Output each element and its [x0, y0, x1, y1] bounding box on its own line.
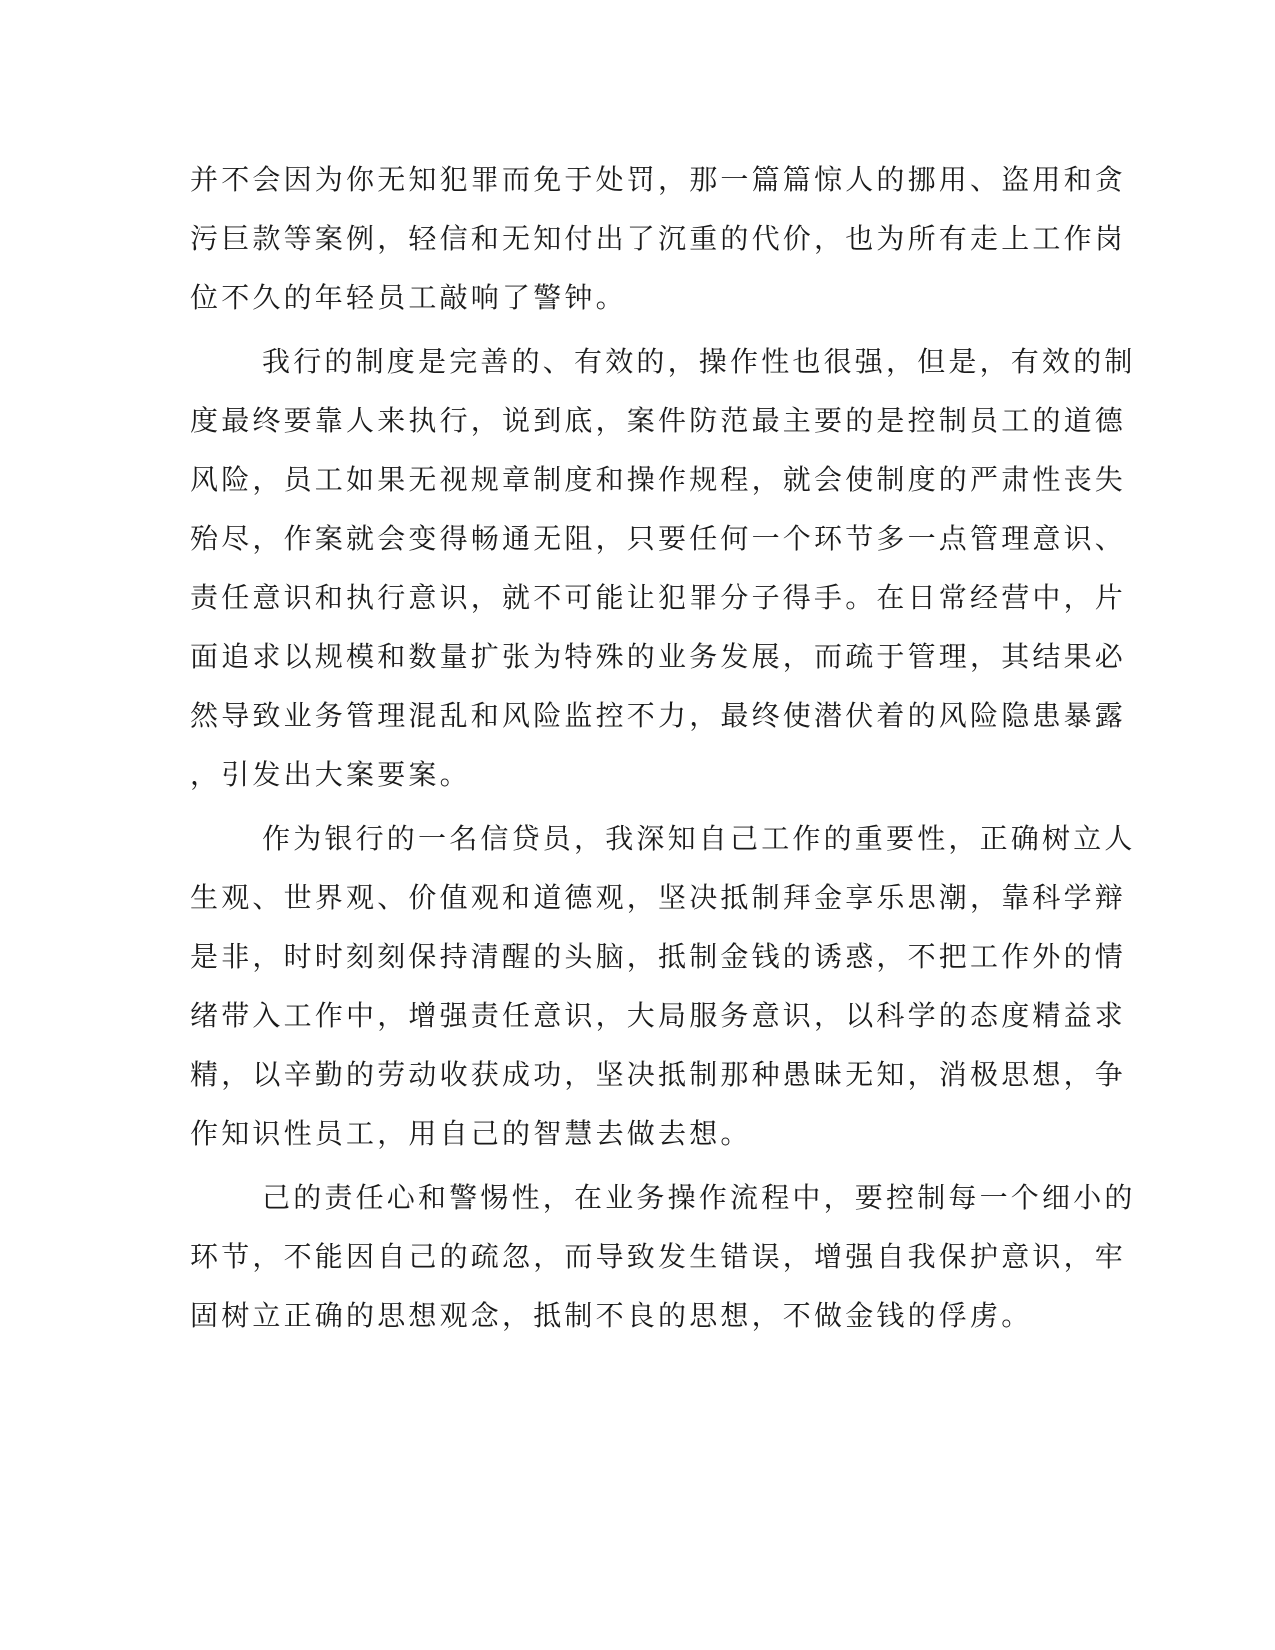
- text-line: 殆尽，作案就会变得畅通无阻，只要任何一个环节多一点管理意识、: [190, 522, 1127, 555]
- text-line: 是非，时时刻刻保持清醒的头脑，抵制金钱的诱惑，不把工作外的情: [190, 940, 1127, 973]
- paragraph-first-line: 我行的制度是完善的、有效的，操作性也很强，但是，有效的制: [262, 345, 1136, 378]
- text-line: 面追求以规模和数量扩张为特殊的业务发展，而疏于管理，其结果必: [190, 640, 1127, 673]
- text-line: 精，以辛勤的劳动收获成功，坚决抵制那种愚昧无知，消极思想，争: [190, 1058, 1127, 1091]
- paragraph-first-line: 己的责任心和警惕性，在业务操作流程中，要控制每一个细小的: [262, 1181, 1136, 1214]
- paragraph-first-line: 作为银行的一名信贷员，我深知自己工作的重要性，正确树立人: [262, 822, 1136, 855]
- text-line: 绪带入工作中，增强责任意识，大局服务意识，以科学的态度精益求: [190, 999, 1127, 1032]
- text-line: ，引发出大案要案。: [190, 758, 471, 791]
- text-line: 环节，不能因自己的疏忽，而导致发生错误，增强自我保护意识，牢: [190, 1240, 1127, 1273]
- text-line: 并不会因为你无知犯罪而免于处罚，那一篇篇惊人的挪用、盗用和贪: [190, 163, 1127, 196]
- text-line: 位不久的年轻员工敲响了警钟。: [190, 281, 627, 314]
- text-line: 度最终要靠人来执行，说到底，案件防范最主要的是控制员工的道德: [190, 404, 1127, 437]
- text-line: 污巨款等案例，轻信和无知付出了沉重的代价，也为所有走上工作岗: [190, 222, 1127, 255]
- text-line: 生观、世界观、价值观和道德观，坚决抵制拜金享乐思潮，靠科学辩: [190, 881, 1127, 914]
- text-line: 作知识性员工，用自己的智慧去做去想。: [190, 1117, 752, 1150]
- text-line: 风险，员工如果无视规章制度和操作规程，就会使制度的严肃性丧失: [190, 463, 1127, 496]
- text-line: 然导致业务管理混乱和风险监控不力，最终使潜伏着的风险隐患暴露: [190, 699, 1127, 732]
- text-line: 固树立正确的思想观念，抵制不良的思想，不做金钱的俘虏。: [190, 1299, 1033, 1332]
- text-line: 责任意识和执行意识，就不可能让犯罪分子得手。在日常经营中，片: [190, 581, 1127, 614]
